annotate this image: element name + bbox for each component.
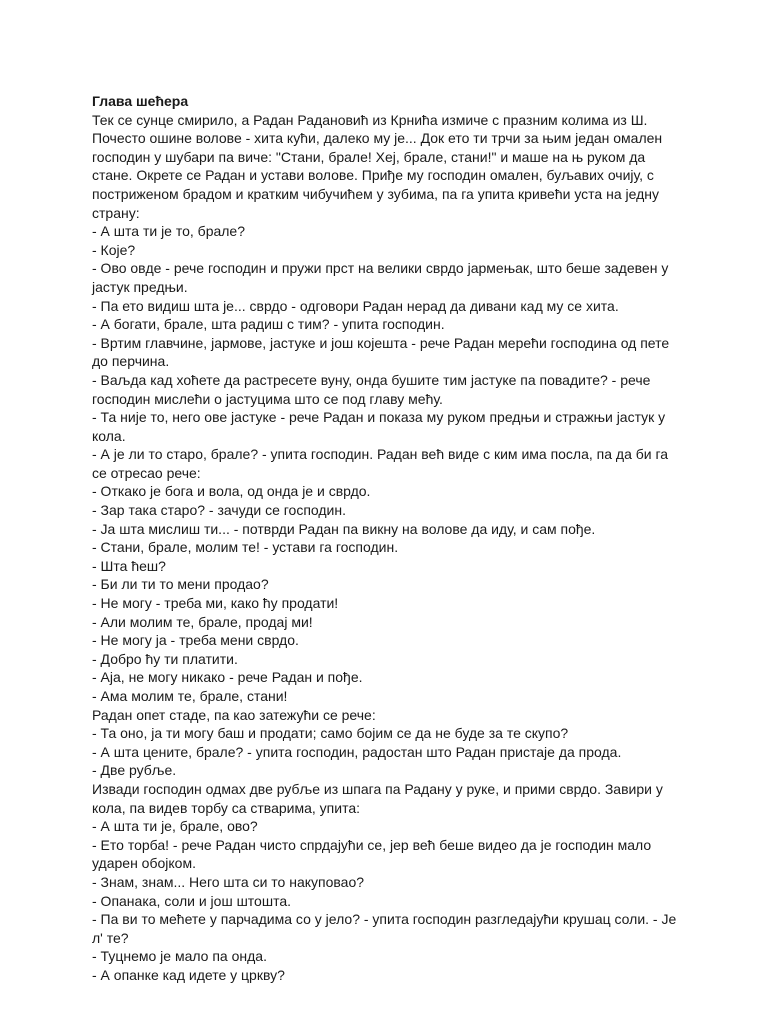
paragraph-21: - Аја, не могу никако - рече Радан и пође. bbox=[92, 669, 363, 686]
paragraph-32: - Па ви то мећете у парчадима со у јело? - упита господин разгледајући крушац соли. - Је л' те? bbox=[92, 911, 677, 946]
paragraph-6: - А богати, брале, шта радиш с тим? - упита господин. bbox=[92, 316, 445, 333]
paragraph-8: - Ваљда кад хоћете да растресете вуну, онда бушите тим јастуке па повадите? - рече господин мислећи о јастуцима што се под главу мећу. bbox=[92, 371, 651, 407]
paragraph-31: - Опанака, соли и још штошта. bbox=[92, 892, 292, 909]
paragraph-1: Тек се сунце смирило, а Радан Радановић из Крнића измиче с празним колима из Ш. Почесто ошине волове - хита кући, далеко му је... Док ето ти трчи за њим један омален господин у шубари па виче: "Стани, брале! Хеј, брале, стани!" и маше на њ руком да стане. Окрете се Радан и устави волове. Приђе му господин омален, буљавих очију, с постриженом брадом и кратким чибучићем у зубима, па га упита кривећи уста на једну страну: bbox=[92, 111, 663, 221]
paragraph-3: - Које? bbox=[92, 241, 136, 258]
paragraph-18: - Али молим те, брале, продај ми! bbox=[92, 613, 313, 630]
paragraph-26: - Две рубље. bbox=[92, 762, 177, 779]
paragraph-14: - Стани, брале, молим те! - устави га господин. bbox=[92, 539, 399, 556]
paragraph-9: - Та није то, него ове јастуке - рече Радан и показа му руком предњи и стражњи јастук у кола. bbox=[92, 409, 666, 444]
paragraph-10: - А је ли то старо, брале? - упита господин. Радан већ виде с ким има посла, па да би га се отресао рече: bbox=[92, 446, 669, 481]
paragraph-7: - Вртим главчине, јармове, јастуке и још којешта - рече Радан мерећи господина од пете до перчина. bbox=[92, 334, 670, 370]
paragraph-15: - Шта ћеш? bbox=[92, 557, 166, 574]
paragraph-33: - Туцнемо је мало па онда. bbox=[92, 948, 267, 965]
paragraph-16: - Би ли ти то мени продао? bbox=[92, 576, 269, 593]
paragraph-29: - Ето торба! - рече Радан чисто спрдајући се, јер већ беше видео да је господин мало ударен обојком. bbox=[92, 836, 652, 872]
paragraph-28: - А шта ти је, брале, ово? bbox=[92, 818, 258, 835]
paragraph-22: - Ама молим те, брале, стани! bbox=[92, 688, 288, 704]
paragraph-4: - Ово овде - рече господин и пружи прст на велики сврдо јармењак, што беше задевен у јастук предњи. bbox=[92, 260, 669, 295]
paragraph-17: - Не могу - треба ми, како ћу продати! bbox=[92, 595, 339, 612]
paragraph-24: - Та оно, ја ти могу баш и продати; само бојим се да не буде за те скупо? bbox=[92, 725, 569, 742]
paragraph-25: - А шта цените, брале? - упита господин, радостан што Радан пристаје да прода. bbox=[92, 743, 622, 760]
paragraph-5: - Па ето видиш шта је... сврдо - одговори Радан нерад да дивани кад му се хита. bbox=[92, 297, 619, 314]
document-page bbox=[92, 92, 682, 985]
paragraph-11: - Откако је бога и вола, од онда је и сврдо. bbox=[92, 483, 371, 500]
paragraph-30: - Знам, знам... Него шта си то накуповао? bbox=[92, 873, 365, 890]
paragraph-20: - Добро ћу ти платити. bbox=[92, 650, 238, 667]
paragraph-27: Извади господин одмах две рубље из шпага па Радану у руке, и прими сврдо. Завири у кола, па видев торбу са стварима, упита: bbox=[92, 780, 663, 816]
paragraph-12: - Зар така старо? - зачуди се господин. bbox=[92, 502, 346, 519]
paragraph-2: - А шта ти је то, брале? bbox=[92, 223, 246, 240]
paragraph-13: - Ја шта мислиш ти... - потврди Радан па викну на волове да иду, и сам пође. bbox=[92, 520, 596, 537]
document-title: Глава шећера bbox=[92, 93, 189, 109]
paragraph-19: - Не могу ја - треба мени сврдо. bbox=[92, 632, 299, 649]
paragraph-34: - А опанке кад идете у цркву? bbox=[92, 966, 285, 983]
paragraph-23: Радан опет стаде, па као затежући се рече: bbox=[92, 706, 376, 723]
